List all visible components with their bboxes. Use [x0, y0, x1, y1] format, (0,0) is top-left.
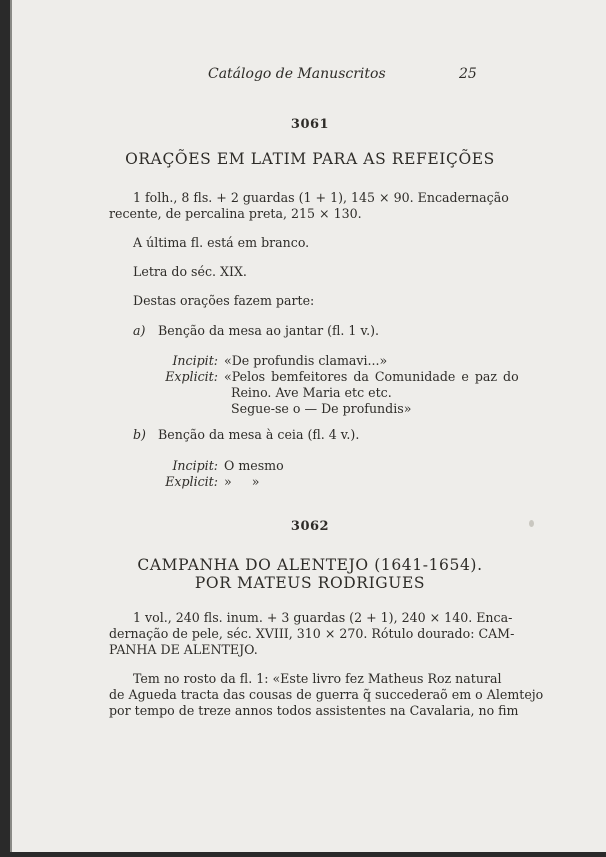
item-a-explicit-line3: Segue-se o — De profundis»: [231, 401, 412, 416]
item-b-text: Benção da mesa à ceia (fl. 4 v.).: [158, 427, 360, 442]
note-parts-intro: Destas orações fazem parte:: [133, 293, 315, 308]
item-a-incipit: «De profundis clamavi...»: [224, 353, 388, 368]
description-3061-line2: recente, de percalina preta, 215 × 130.: [109, 206, 362, 221]
note-blank-leaf: A última fl. está em branco.: [133, 235, 310, 250]
rosto-line1: Tem no rosto da fl. 1: «Este livro fez Matheus Roz natural: [133, 671, 502, 686]
page-number: 25: [459, 66, 477, 82]
item-b-incipit: O mesmo: [224, 458, 284, 473]
item-a-label: a): [133, 323, 146, 338]
entry-title-3062-line2: POR MATEUS RODRIGUES: [194, 574, 426, 592]
item-a-incipit-label: Incipit:: [172, 353, 218, 368]
entry-title-3062-line1: CAMPANHA DO ALENTEJO (1641-1654).: [137, 556, 483, 574]
description-3062-line3: PANHA DE ALENTEJO.: [109, 642, 258, 657]
item-b-explicit: » »: [224, 474, 260, 489]
item-a-explicit-label: Explicit:: [165, 369, 218, 384]
item-b-label: b): [133, 427, 146, 442]
description-3062-line1: 1 vol., 240 fls. inum. + 3 guardas (2 + 1), 240 × 140. Enca-: [133, 610, 513, 625]
entry-title-3061: ORAÇÕES EM LATIM PARA AS REFEIÇÕES: [125, 150, 495, 168]
description-3061-line1: 1 folh., 8 fls. + 2 guardas (1 + 1), 145 × 90. Encadernação: [133, 190, 509, 205]
running-title: Catálogo de Manuscritos: [208, 66, 386, 82]
item-a-explicit-line1: «Pelos bemfeitores da Comunidade e paz do: [224, 369, 519, 384]
paper-speck: [529, 520, 534, 527]
item-b-explicit-label: Explicit:: [165, 474, 218, 489]
rosto-line3: por tempo de treze annos todos assistentes na Cavalaria, no fim: [109, 703, 519, 718]
document-page: [10, 0, 606, 852]
note-script-date: Letra do séc. XIX.: [133, 264, 247, 279]
item-b-incipit-label: Incipit:: [172, 458, 218, 473]
entry-number-3061: 3061: [290, 117, 330, 132]
description-3062-line2: dernação de pele, séc. XVIII, 310 × 270. Rótulo dourado: CAM-: [109, 626, 515, 641]
item-a-explicit-line2: Reino. Ave Maria etc etc.: [231, 385, 392, 400]
item-a-text: Benção da mesa ao jantar (fl. 1 v.).: [158, 323, 379, 338]
rosto-line2: de Agueda tracta das cousas de guerra q̃ succederaõ em o Alemtejo: [109, 687, 544, 702]
entry-number-3062: 3062: [290, 519, 330, 534]
